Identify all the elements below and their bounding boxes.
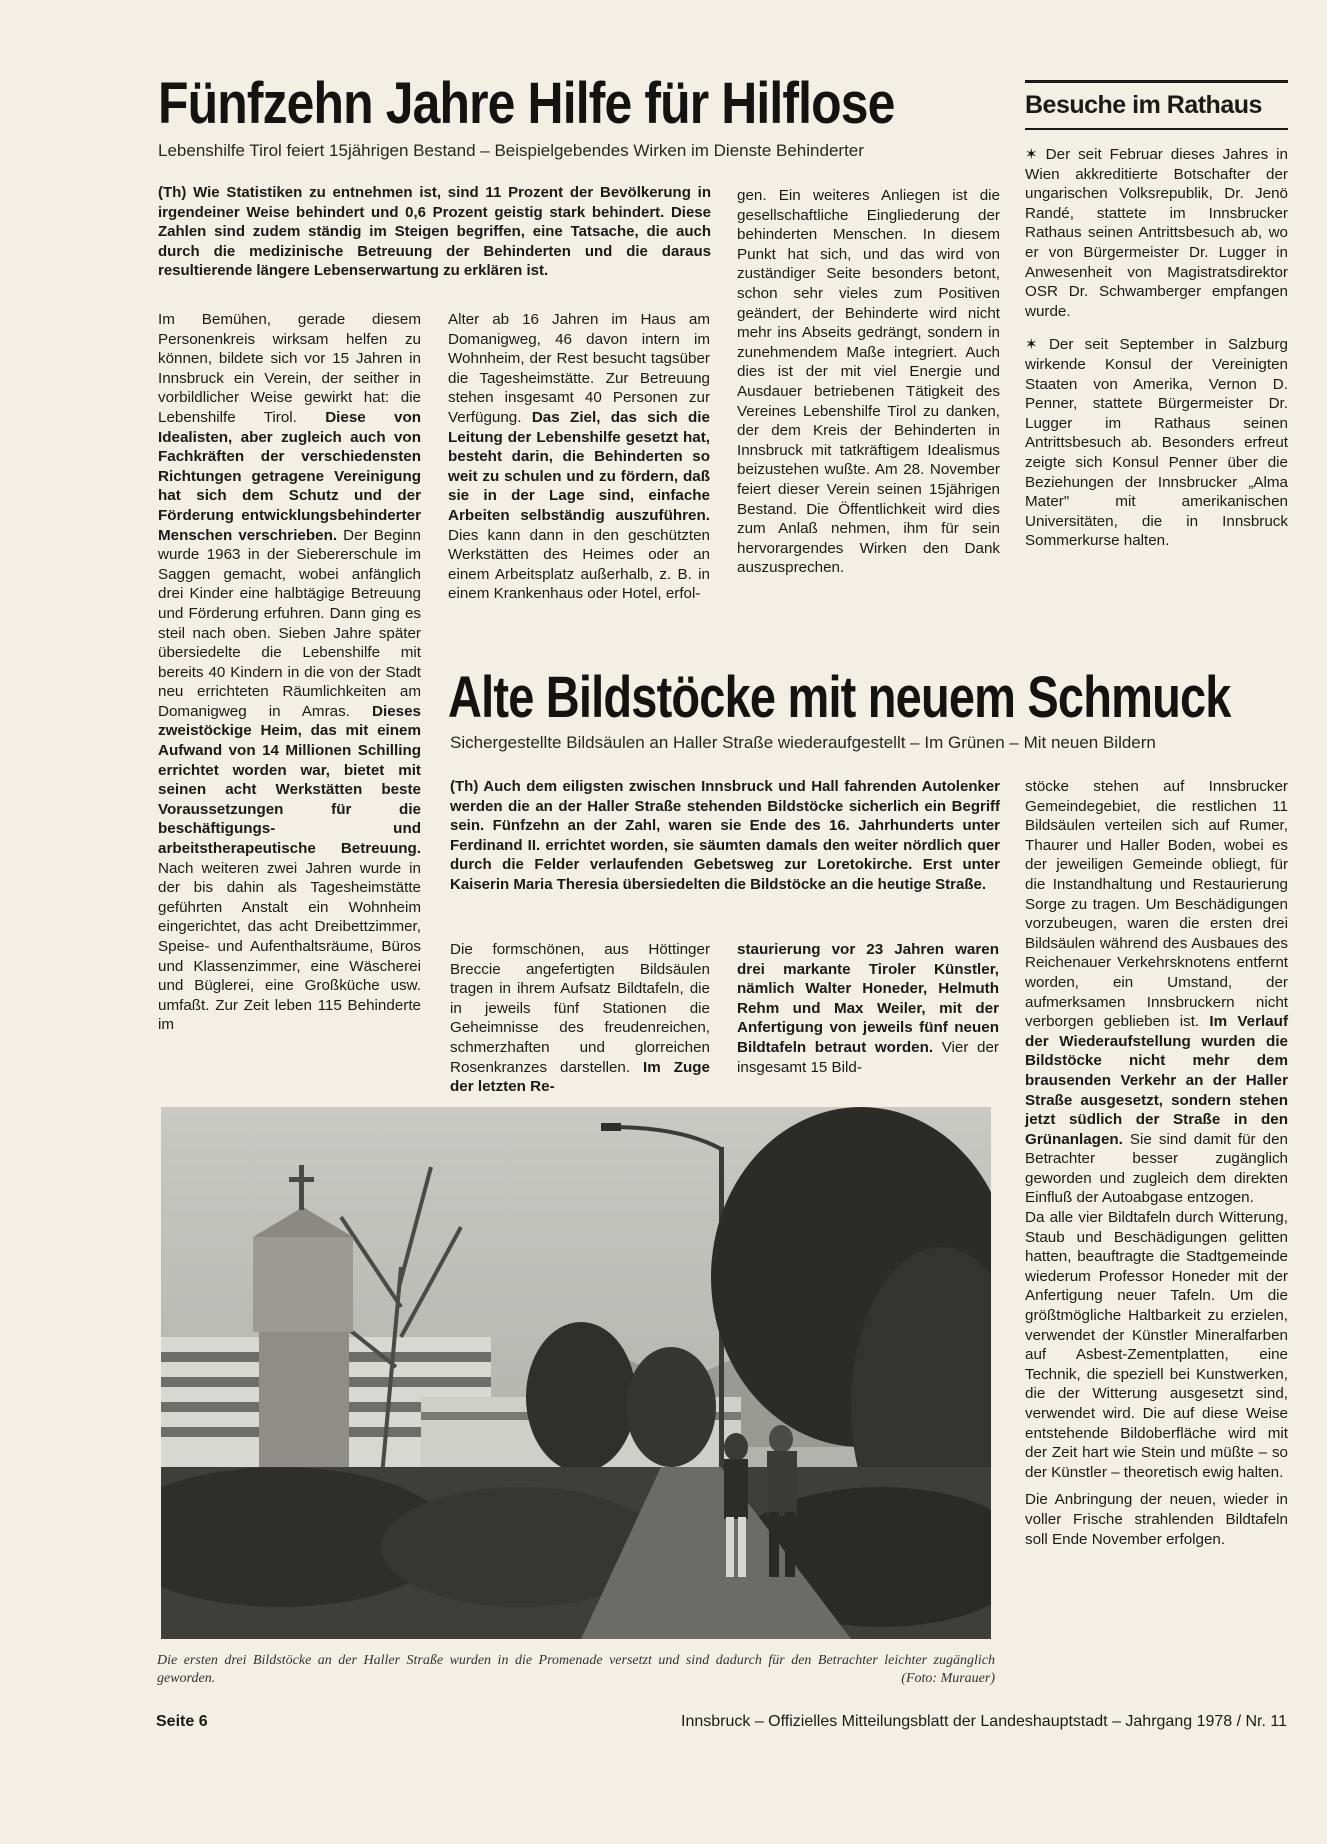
- footer-publication: Innsbruck – Offizielles Mitteilungsblatt der Landeshauptstadt – Jahrgang 1978 / Nr. 11: [681, 1713, 1287, 1730]
- article1-subheadline: Lebenshilfe Tirol feiert 15jährigen Bestand – Beispielgebendes Wirken im Dienste Behinderter: [158, 141, 864, 160]
- article1-col1-text-a: Im Bemühen, gerade diesem Personenkreis wirksam helfen zu können, bildete sich vor 15 Jahren in Innsbruck ein Verein, der seither in vorbildlicher Weise gewirkt hat: die Lebenshilfe Tirol.: [158, 311, 421, 426]
- article2-column-3: [1025, 777, 1288, 1557]
- article2-col3-text-e: Die Anbringung der neuen, wieder in voller Frische strahlenden Bildtafeln soll Ende November erfolgen.: [1025, 1491, 1288, 1548]
- article1-col2-text-c: Dies kann dann in den geschützten Werkstätten des Heimes oder an einem Arbeitsplatz außerhalb, z. B. in einem Krankenhaus oder Hotel, erfol-: [448, 526, 710, 603]
- article2-col2-text-b: Vier der insgesamt 15 Bild-: [737, 1038, 999, 1076]
- sidebar-column: [1025, 145, 1288, 559]
- article2-col1-text-a: Die formschönen, aus Höttinger Breccie angefertigten Bildsäulen tragen in ihrem Aufsatz Bildtafeln, die in jeweils fünf Stationen die Geheimnisse des freudenreichen, schmerzhaften und glorreichen Rosenkranzes darstellen.: [450, 941, 710, 1076]
- article2-col3-text-c: Sie sind damit für den Betrachter besser zugänglich geworden und zugleich dem direkten Einfluß der Autoabgase entzogen.: [1025, 1130, 1288, 1207]
- article2-column-1: [450, 940, 710, 1097]
- sidebar-item-1: ✶ Der seit Februar dieses Jahres in Wien akkreditierte Botschafter der ungarischen Volksrepublik, Dr. Jenö Randé, stattete im Innsbrucker Rathaus seinen Antrittsbesuch ab, wo er von Bürgermeister Dr. Lugger in Anwesenheit von Magistratsdirektor OSR Dr. Schwamberger empfangen wurde.: [1025, 146, 1288, 320]
- photo-caption-text: Die ersten drei Bildstöcke an der Haller Straße wurden in die Promenade versetzt und sind dadurch für den Betrachter leichter zugänglich geworden.: [157, 1653, 995, 1686]
- article2-col3-text-d: Da alle vier Bildtafeln durch Witterung, Staub und Beschädigungen gelitten hatten, beauftragte die Stadtgemeinde wiederum Professor Honeder mit der Anfertigung neuer Tafeln. Um die größtmögliche Haltbarkeit zu erzielen, verwendet der Künstler Mineralfarben auf Asbest-Zementplatten, eine Technik, die speziell bei Kunstwerken, die der Witterung ausgesetzt sind, verwendet wird. Die auf diese Weise entstehende Bildoberfläche wird mit der Zeit hart wie Stein und müßte – so der Künstler – theoretisch ewig halten.: [1025, 1209, 1288, 1481]
- article2-subheadline: Sichergestellte Bildsäulen an Haller Straße wiederaufgestellt – Im Grünen – Mit neuen Bildern: [450, 733, 1156, 752]
- article2-lead: (Th) Auch dem eiligsten zwischen Innsbruck und Hall fahrenden Autolenker werden die an der Haller Straße stehenden Bildstöcke sicherlich ein Begriff sein. Fünfzehn an der Zahl, waren sie Ende des 16. Jahrhunderts unter Ferdinand II. errichtet worden, sie säumten damals den weiter nördlich quer durch die Felder verlaufenden Gebetsweg zur Loretokirche. Erst unter Kaiserin Maria Theresia übersiedelten die Bildstöcke an die heutige Straße.: [450, 778, 1000, 893]
- article2-headline: Alte Bildstöcke mit neuem Schmuck: [448, 665, 1231, 730]
- photo-illustration: [161, 1107, 991, 1639]
- article1-column-2: [448, 310, 710, 604]
- article1-column-1: [158, 310, 421, 1035]
- article1-headline: Fünfzehn Jahre Hilfe für Hilflose: [158, 71, 895, 136]
- article1-col2-text-b: Das Ziel, das sich die Leitung der Lebenshilfe gesetzt hat, besteht darin, die Behinderten so weit zu schulen und zu fördern, daß sie in der Lage sind, einfache Arbeiten selbständig auszuführen.: [448, 408, 710, 524]
- photo-caption: [157, 1652, 995, 1688]
- article1-col1-text-d: Dieses zweistöckige Heim, das mit einem Aufwand von 14 Millionen Schilling errichtet worden war, bietet mit seinen acht Werkstätten beste Voraussetzungen für die beschäftigungs- und arbeitstherapeutische Betreuung.: [158, 702, 421, 858]
- sidebar-heading: Besuche im Rathaus: [1025, 80, 1288, 130]
- article2-col3-text-b: Im Verlauf der Wiederaufstellung wurden die Bildstöcke nicht mehr dem brausenden Verkehr an der Haller Straße ausgesetzt, sondern stehen jetzt südlich der Straße in den Grünanlagen.: [1025, 1013, 1288, 1148]
- article1-column-3: gen. Ein weiteres Anliegen ist die gesellschaftliche Eingliederung der behinderten Menschen. In diesem Punkt hat sich, und das wird von zuständiger Seite besonders betont, schon sehr vieles zum Positiven geändert, der Behinderte wird nicht mehr ins Abseits gedrängt, sondern in zunehmendem Maße integriert. Auch dies ist der mit viel Energie und Ausdauer betriebenen Tätigkeit des Vereines Lebenshilfe Tirol zu danken, der dem Kreis der Behinderten in Innsbruck mit tatkräftigem Idealismus beizustehen wußte. Am 28. November feiert dieser Verein seinen 15jährigen Bestand. Die Öffentlichkeit wird dies zum Anlaß nehmen, ihm für sein hervorargendes Wirken den Dank auszusprechen.: [737, 187, 1000, 577]
- article1-col1-text-c: Der Beginn wurde 1963 in der Siebererschule im Saggen gemacht, wobei anfänglich drei Kinder eine halbtägige Betreuung und Förderung erfuhren. Dann ging es steil nach oben. Sieben Jahre später übersiedelte die Lebenshilfe mit bereits 40 Kindern in die von der Stadt neu errichteten Räumlichkeiten am Domanigweg in Amras.: [158, 526, 421, 720]
- article1-col1-text-e: Nach weiteren zwei Jahren wurde in der bis dahin als Tagesheimstätte geführten Anstalt ein Wohnheim eingerichtet, das acht Dreibettzimmer, Speise- und Aufenthaltsräume, Büros und Klassenzimmer, eine Wäscherei und Büglerei, eine Großküche usw. umfaßt. Zur Zeit leben 115 Behinderte im: [158, 859, 421, 1034]
- article2-col3-text-a: stöcke stehen auf Innsbrucker Gemeindegebiet, die restlichen 11 Bildsäulen verteilen sich auf Rumer, Thaurer und Haller Boden, wobei es der jeweiligen Gemeinde obliegt, für die Instandhaltung und Restaurierung Sorge zu tragen. Um Beschädigungen vorzubeugen, waren die ersten drei Bildsäulen während des Ausbaues des Reichenauer Verkehrsknotens entfernt worden, ein Umstand, der aufmerksamen Innsbruckern nicht verborgen geblieben ist.: [1025, 778, 1288, 1031]
- article1-col2-text-a: Alter ab 16 Jahren im Haus am Domanigweg, 46 davon intern im Wohnheim, der Rest besucht tagsüber die Tagesheimstätte. Zur Betreuung stehen insgesamt 40 Personen zur Verfügung.: [448, 311, 710, 426]
- article1-lead: (Th) Wie Statistiken zu entnehmen ist, sind 11 Prozent der Bevölkerung in irgendeiner Weise behindert und 0,6 Prozent geistig stark behindert. Diese Zahlen sind zudem ständig im Steigen begriffen, eine Tatsache, die auch durch die medizinische Betreuung der Behinderten und die daraus resultierende längere Lebenserwartung zu erklären ist.: [158, 184, 711, 280]
- photo-credit: (Foto: Murauer): [901, 1671, 995, 1686]
- footer-page-number: Seite 6: [156, 1713, 208, 1730]
- article2-column-2: [737, 940, 999, 1077]
- article2-col1-text-b: Im Zuge der letzten Re-: [450, 1058, 710, 1096]
- article1-col1-text-b: Diese von Idealisten, aber zugleich auch von Fachkräften der verschiedensten Richtungen getragene Vereinigung hat sich dem Schutz und der Förderung entwicklungsbehinderter Menschen verschrieben.: [158, 408, 421, 544]
- article2-col2-text-a: staurierung vor 23 Jahren waren drei markante Tiroler Künstler, nämlich Walter Honeder, Helmuth Rehm und Max Weiler, mit der Anfertigung von jeweils fünf neuen Bildtafeln betraut worden.: [737, 941, 999, 1056]
- sidebar-item-2: ✶ Der seit September in Salzburg wirkende Konsul der Vereinigten Staaten von Amerika, Vernon D. Penner, stattete Bürgermeister Dr. Lugger im Rathaus seinen Antrittsbesuch ab. Besonders erfreut zeigte sich Konsul Penner über die Beziehungen der Innsbrucker „Alma Mater" mit amerikanischen Universitäten, die in Innsbruck Sommerkurse halten.: [1025, 336, 1288, 550]
- wayside-shrine-photo: [161, 1107, 991, 1639]
